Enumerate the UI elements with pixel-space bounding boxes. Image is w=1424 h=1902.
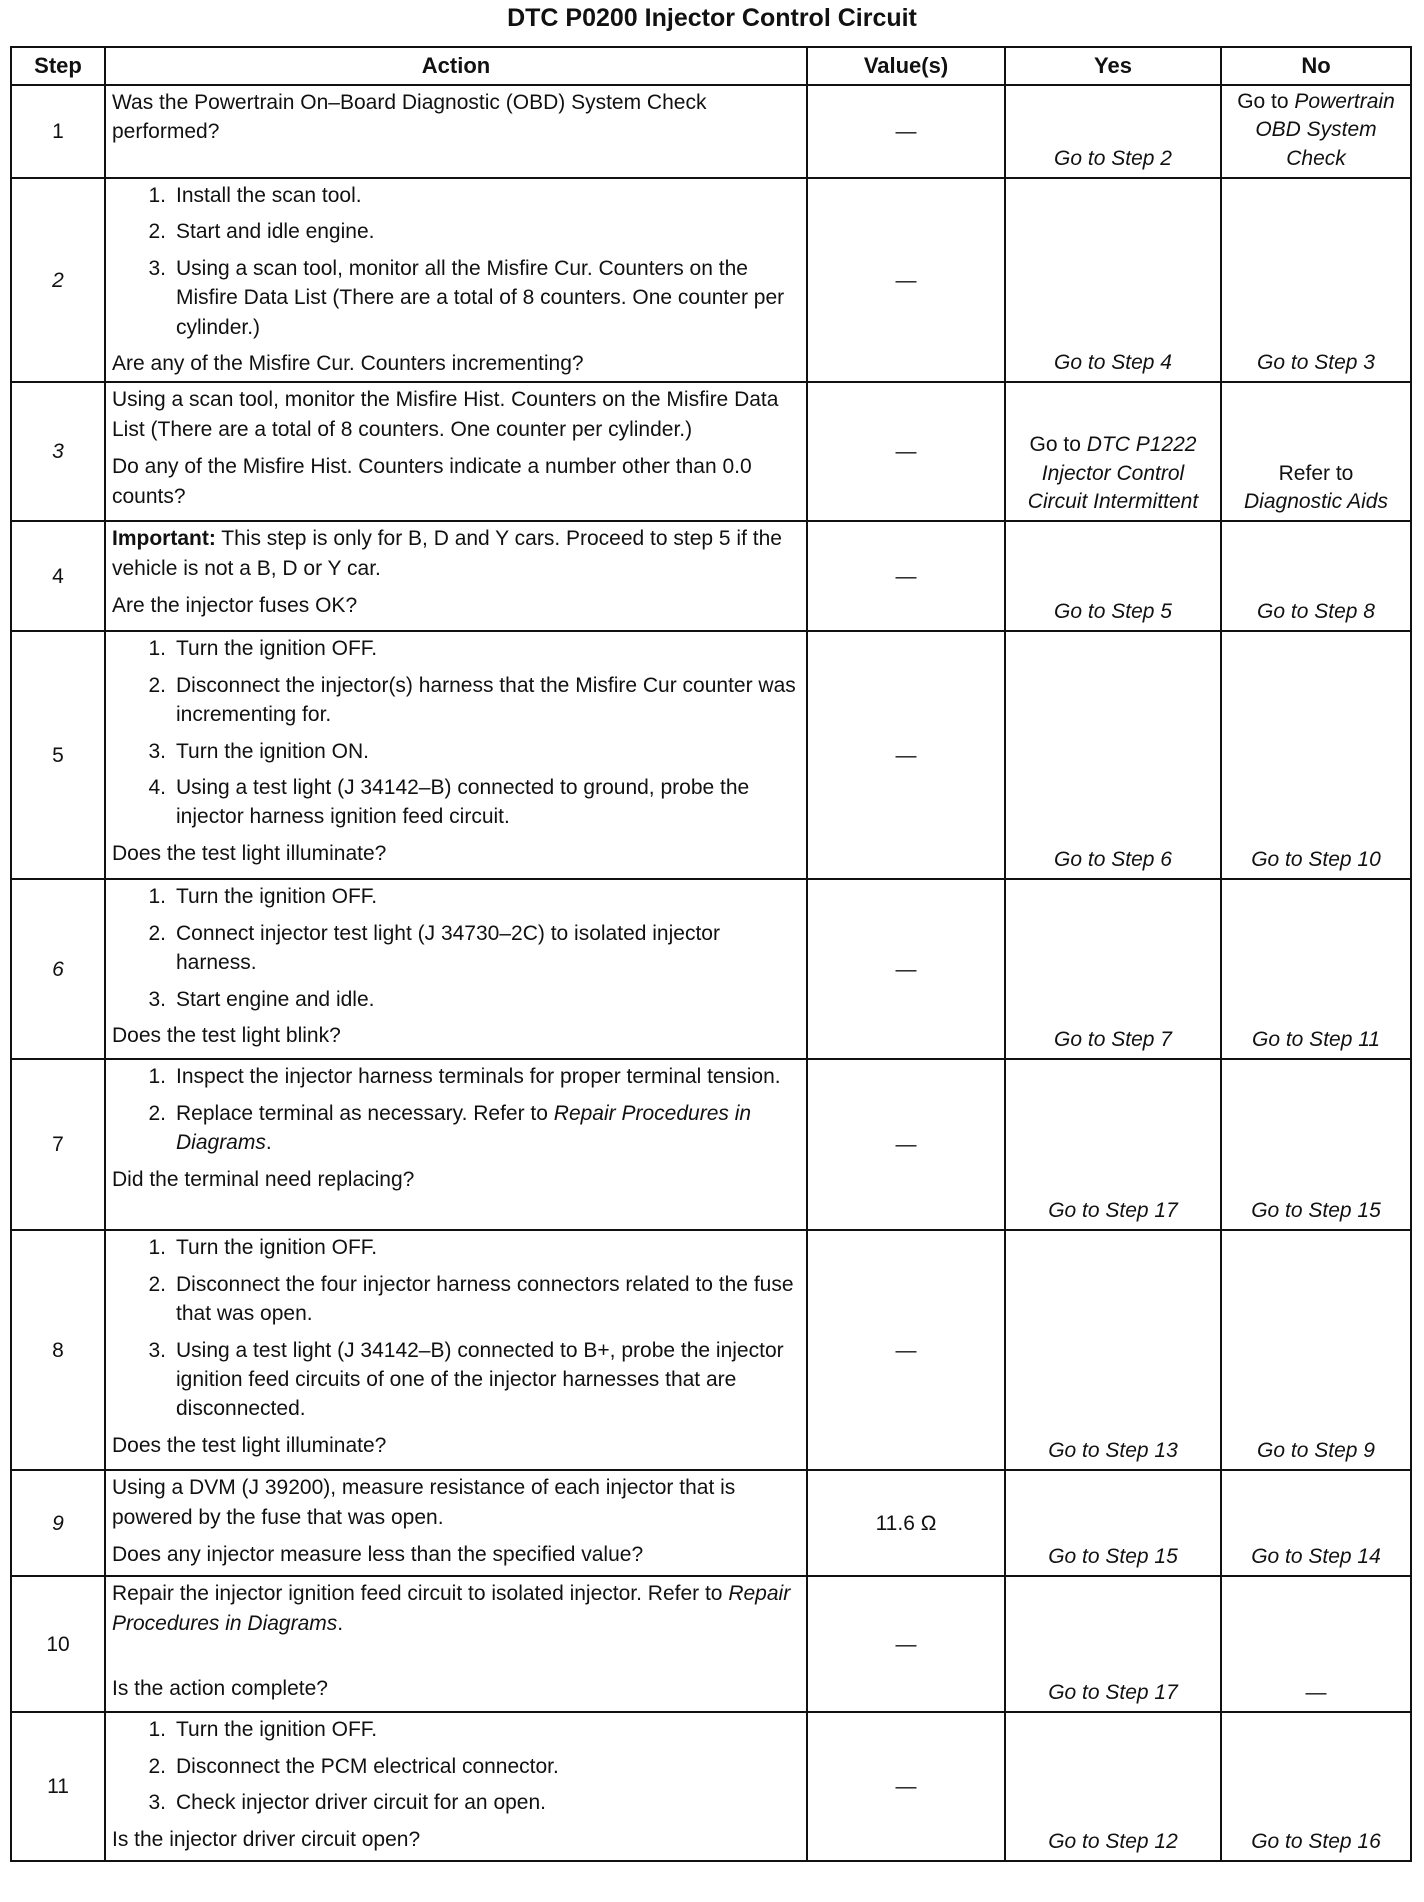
- table-row-step-4: [11, 521, 1411, 631]
- yes-cell: Go to Step 2: [1005, 85, 1221, 178]
- yes-cell: [1005, 382, 1221, 521]
- no-cell: Go to Step 8: [1221, 521, 1411, 631]
- table-row-step-1: [11, 85, 1411, 178]
- value-cell: —: [807, 879, 1005, 1059]
- action-cell: [105, 178, 807, 382]
- table-row-step-9: [11, 1470, 1411, 1576]
- list-item: 1. Install the scan tool.: [148, 184, 362, 208]
- action-question: Are any of the Misfire Cur. Counters incrementing?: [112, 351, 584, 375]
- table-row-step-11: [11, 1712, 1411, 1861]
- action-cell: [105, 521, 807, 631]
- table-row-step-5: [11, 631, 1411, 879]
- yes-cell: Go to Step 13: [1005, 1230, 1221, 1470]
- action-steps: [112, 181, 800, 342]
- step-number: 11: [11, 1712, 105, 1861]
- value-cell: —: [807, 382, 1005, 521]
- action-question: Does the test light illuminate?: [112, 1433, 387, 1457]
- action-text: Using a DVM (J 39200), measure resistance of each injector that is powered by the fuse that was open.: [112, 1476, 736, 1529]
- list-item: 3. Using a test light (J 34142–B) connected to B+, probe the injector ignition feed circuits of one of the injector harnesses that are disconnected.: [148, 1338, 784, 1421]
- action-question: Is the action complete?: [112, 1677, 328, 1701]
- action-cell: [105, 631, 807, 879]
- yes-cell: Go to Step 12: [1005, 1712, 1221, 1861]
- action-question: Did the terminal need replacing?: [112, 1167, 415, 1191]
- value-cell: —: [807, 631, 1005, 879]
- step-number: 8: [11, 1230, 105, 1470]
- action-steps: [112, 1715, 800, 1817]
- important-label: Important:: [112, 527, 216, 551]
- table-row-step-6: [11, 879, 1411, 1059]
- no-cell: Go to Step 11: [1221, 879, 1411, 1059]
- action-important: [112, 524, 800, 583]
- header-yes: Yes: [1005, 47, 1221, 85]
- step-number: 9: [11, 1470, 105, 1576]
- table-row-step-7: [11, 1059, 1411, 1230]
- list-item: 1. Inspect the injector harness terminals for proper terminal tension.: [148, 1065, 781, 1089]
- step-number: 5: [11, 631, 105, 879]
- list-item: 2. Disconnect the injector(s) harness that the Misfire Cur counter was incrementing for.: [148, 673, 796, 727]
- value-cell: —: [807, 1059, 1005, 1230]
- no-cell: Go to Step 9: [1221, 1230, 1411, 1470]
- value-cell: —: [807, 1712, 1005, 1861]
- header-row: [11, 47, 1411, 85]
- action-cell: [105, 1230, 807, 1470]
- no-prefix: Go to: [1237, 90, 1295, 113]
- step-number: 10: [11, 1576, 105, 1712]
- no-cell: Go to Step 15: [1221, 1059, 1411, 1230]
- yes-cell: Go to Step 17: [1005, 1059, 1221, 1230]
- list-item: 3. Check injector driver circuit for an open.: [148, 1791, 546, 1815]
- list-item: 3. Start engine and idle.: [148, 987, 375, 1011]
- diagnostic-table: [10, 46, 1412, 1862]
- action-cell: [105, 1576, 807, 1712]
- action-steps: [112, 882, 800, 1014]
- yes-link: DTC P1222 Injector Control Circuit Intermittent: [1027, 433, 1199, 514]
- action-question: Do any of the Misfire Hist. Counters indicate a number other than 0.0 counts?: [112, 455, 752, 508]
- yes-cell: Go to Step 4: [1005, 178, 1221, 382]
- repair-procedures-link: Repair Procedures in Diagrams: [112, 1582, 791, 1635]
- list-item: 1. Turn the ignition OFF.: [148, 1236, 378, 1260]
- page-title: DTC P0200 Injector Control Circuit: [507, 4, 917, 32]
- action-steps: [112, 634, 800, 831]
- yes-cell: Go to Step 7: [1005, 879, 1221, 1059]
- value-cell: —: [807, 178, 1005, 382]
- action-cell: [105, 1712, 807, 1861]
- value-cell: 11.6 Ω: [807, 1470, 1005, 1576]
- table-row-step-3: [11, 382, 1411, 521]
- list-item: 3. Turn the ignition ON.: [148, 739, 369, 763]
- list-item: 2. Start and idle engine.: [148, 220, 375, 244]
- value-cell: —: [807, 1576, 1005, 1712]
- list-item: 1. Turn the ignition OFF.: [148, 637, 378, 661]
- action-cell: [105, 85, 807, 178]
- header-action: Action: [105, 47, 807, 85]
- step-number: 7: [11, 1059, 105, 1230]
- header-step: Step: [11, 47, 105, 85]
- action-question: Does the test light blink?: [112, 1023, 341, 1047]
- important-text: This step is only for B, D and Y cars. Proceed to step 5 if the vehicle is not a B, D or Y car.: [112, 527, 782, 580]
- no-link: Powertrain OBD System Check: [1255, 90, 1395, 170]
- list-item: 2. Disconnect the PCM electrical connector.: [148, 1754, 559, 1778]
- yes-prefix: Go to: [1029, 433, 1087, 457]
- action-question: Was the Powertrain On–Board Diagnostic (OBD) System Check performed?: [112, 91, 707, 144]
- action-cell: [105, 1059, 807, 1230]
- value-cell: —: [807, 85, 1005, 178]
- no-cell: [1221, 85, 1411, 178]
- no-cell: Go to Step 16: [1221, 1712, 1411, 1861]
- value-cell: —: [807, 521, 1005, 631]
- step-number: 4: [11, 521, 105, 631]
- action-question: Is the injector driver circuit open?: [112, 1827, 421, 1851]
- repair-procedures-link: Repair Procedures in Diagrams: [176, 1101, 752, 1155]
- action-cell: [105, 879, 807, 1059]
- no-cell: [1221, 382, 1411, 521]
- step-number: 1: [11, 85, 105, 178]
- header-values: Value(s): [807, 47, 1005, 85]
- no-cell: Go to Step 3: [1221, 178, 1411, 382]
- action-text: Repair the injector ignition feed circuit to isolated injector. Refer to Repair Procedures in Diagrams.: [112, 1582, 791, 1635]
- action-question: Does the test light illuminate?: [112, 841, 387, 865]
- action-cell: [105, 1470, 807, 1576]
- action-text: Using a scan tool, monitor the Misfire Hist. Counters on the Misfire Data List (There are a total of 8 counters. One counter per cylinder.): [112, 388, 779, 441]
- table-row-step-2: [11, 178, 1411, 382]
- action-cell: [105, 382, 807, 521]
- action-question: Does any injector measure less than the specified value?: [112, 1543, 644, 1567]
- table-row-step-10: [11, 1576, 1411, 1712]
- no-cell: Go to Step 14: [1221, 1470, 1411, 1576]
- yes-cell: Go to Step 6: [1005, 631, 1221, 879]
- list-item: 2. Replace terminal as necessary. Refer to Repair Procedures in Diagrams.: [148, 1101, 752, 1155]
- step-number: 6: [11, 879, 105, 1059]
- no-cell: —: [1221, 1576, 1411, 1712]
- no-prefix: Refer to: [1278, 461, 1354, 485]
- header-no: No: [1221, 47, 1411, 85]
- list-item: 2. Connect injector test light (J 34730–2C) to isolated injector harness.: [148, 921, 720, 975]
- list-item: 4. Using a test light (J 34142–B) connected to ground, probe the injector harness ignition feed circuit.: [148, 775, 750, 829]
- step-number: 2: [11, 178, 105, 382]
- list-item: 1. Turn the ignition OFF.: [148, 1718, 378, 1742]
- action-steps: [112, 1062, 800, 1157]
- yes-cell: Go to Step 17: [1005, 1576, 1221, 1712]
- table-row-step-8: [11, 1230, 1411, 1470]
- list-item: 1. Turn the ignition OFF.: [148, 885, 378, 909]
- list-item: 2. Disconnect the four injector harness connectors related to the fuse that was open.: [148, 1272, 794, 1326]
- no-link: Diagnostic Aids: [1244, 490, 1388, 514]
- action-question: Are the injector fuses OK?: [112, 594, 358, 618]
- value-cell: —: [807, 1230, 1005, 1470]
- no-cell: Go to Step 10: [1221, 631, 1411, 879]
- action-steps: [112, 1233, 800, 1423]
- step-number: 3: [11, 382, 105, 521]
- yes-cell: Go to Step 15: [1005, 1470, 1221, 1576]
- list-item: 3. Using a scan tool, monitor all the Misfire Cur. Counters on the Misfire Data List (There are a total of 8 counters. One counter per cylinder.): [148, 256, 785, 339]
- yes-cell: Go to Step 5: [1005, 521, 1221, 631]
